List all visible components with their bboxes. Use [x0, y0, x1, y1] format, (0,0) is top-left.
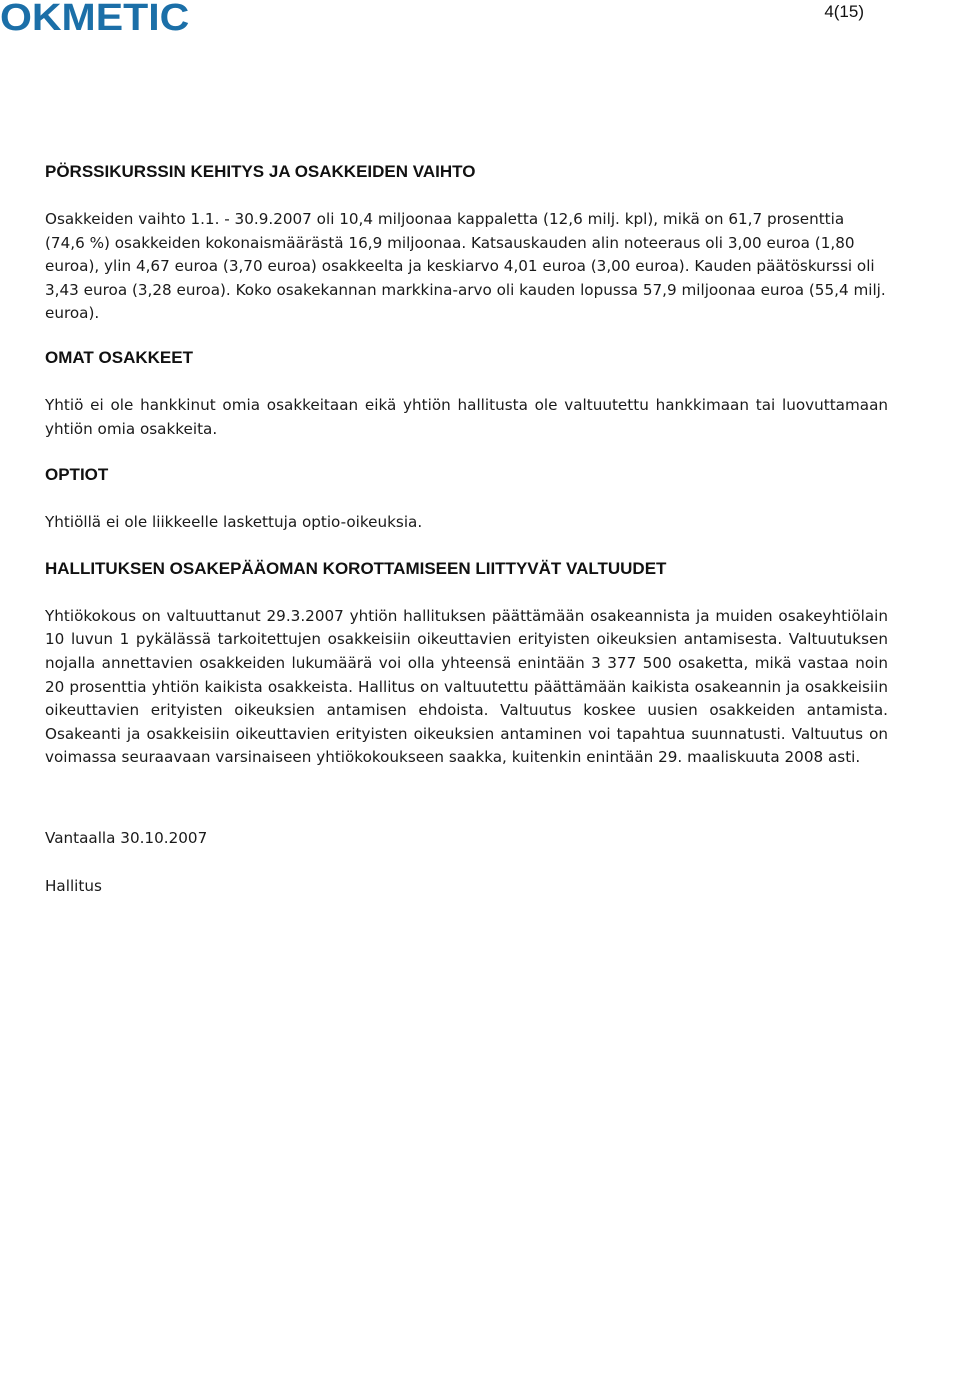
section-paragraph-options: Yhtiöllä ei ole liikkeelle laskettuja optio-oikeuksia. [45, 513, 423, 532]
page-number: 4(15) [824, 2, 864, 21]
section-paragraph-authorizations: Yhtiökokous on valtuuttanut 29.3.2007 yhtiön hallituksen päättämään osakeannista ja muiden osakeyhtiölain 10 luvun 1 pykälässä tarkoitettujen osakkeisiin oikeuttavien erityisten oikeuksien antamisesta. Valtuutuksen nojalla annettavien osakkeiden lukumäärä voi olla yhteensä enintään 3 377 500 osaketta, mikä vastaa noin 20 prosenttia yhtiön kaikista osakkeista. Hallitus on valtuutettu päättämään kaikista osakeannin ja osakkeisiin oikeuttavien erityisten oikeuksien antamisen ehdoista. Valtuutus koskee uusien osakkeiden antamista. Osakeanti ja osakkeisiin oikeuttavien erityisten oikeuksien antaminen voi tapahtua suunnatusti. Valtuutus on voimassa seuraavaan varsinaiseen yhtiökokoukseen saakka, kuitenkin enintään 29. maaliskuuta 2008 asti. [45, 606, 888, 767]
section-heading-share-trading: PÖRSSIKURSSIN KEHITYS JA OSAKKEIDEN VAIHTO [45, 162, 476, 181]
section-paragraph-share-trading: Osakkeiden vaihto 1.1. - 30.9.2007 oli 10,4 miljoonaa kappaletta (12,6 milj. kpl), mikä on 61,7 prosenttia (74,6 %) osakkeiden kokonaismäärästä 16,9 miljoonaa. Katsauskauden alin noteeraus oli 3,00 euroa (1,80 euroa), ylin 4,67 euroa (3,70 euroa) osakkeelta ja keskiarvo 4,01 euroa (3,00 euroa). Kauden päätöskurssi oli 3,43 euroa (3,28 euroa). Koko osakekannan markkina-arvo oli kauden lopussa 57,9 miljoonaa euroa (55,4 milj. euroa). [45, 210, 886, 323]
section-paragraph-own-shares: Yhtiö ei ole hankkinut omia osakkeitaan eikä yhtiön hallitusta ole valtuutettu hankkimaan tai luovuttamaan yhtiön omia osakkeita. [45, 395, 888, 438]
place-and-date: Vantaalla 30.10.2007 [45, 828, 208, 847]
section-heading-own-shares: OMAT OSAKKEET [45, 347, 193, 367]
signer: Hallitus [45, 876, 102, 895]
section-heading-options: OPTIOT [45, 465, 109, 485]
section-heading-authorizations: HALLITUKSEN OSAKEPÄÄOMAN KOROTTAMISEEN LIITTYVÄT VALTUUDET [45, 558, 667, 578]
company-logo: OKMETIC [0, 0, 190, 39]
document-body [45, 160, 888, 898]
